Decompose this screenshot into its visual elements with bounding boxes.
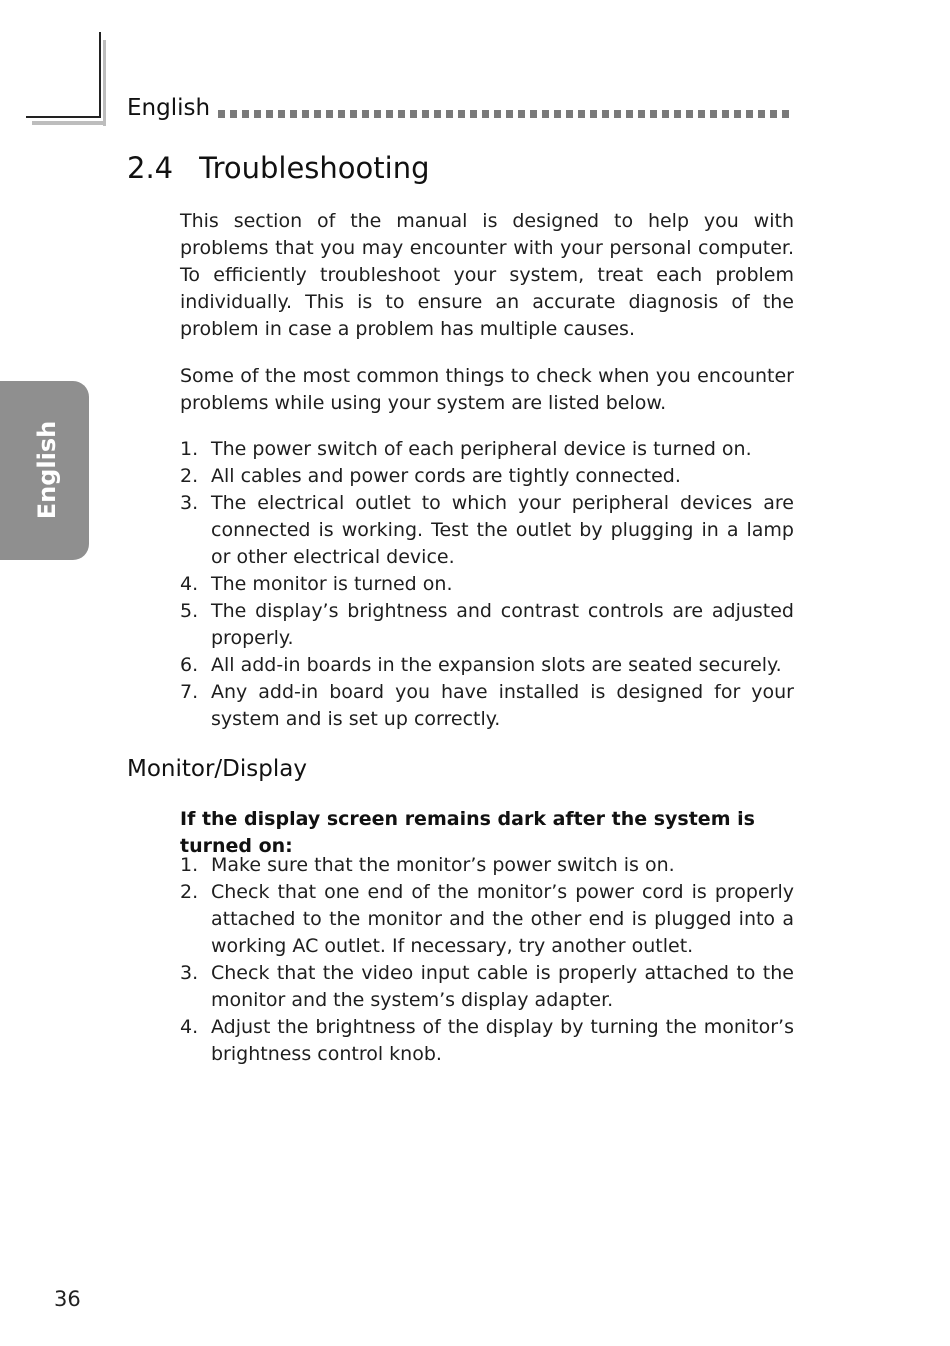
- list-item: 2. Check that one end of the monitor’s power cord is properly attached to the monitor and the other end is plugged into a working AC outlet. If necessary, try another outlet.: [180, 881, 794, 957]
- monitor-steps: [180, 852, 794, 1068]
- corner-mark-horizontal: [26, 116, 101, 118]
- checklist: [180, 436, 794, 733]
- list-item: 1. Make sure that the monitor’s power switch is on.: [180, 854, 675, 876]
- list-item: 3. The electrical outlet to which your peripheral devices are connected is working. Test the outlet by plugging in a lamp or other electrical device.: [180, 492, 794, 568]
- list-item: 6. All add-in boards in the expansion slots are seated securely.: [180, 654, 782, 676]
- list-item: 2. All cables and power cords are tightly connected.: [180, 465, 681, 487]
- list-item: 1. The power switch of each peripheral device is turned on.: [180, 438, 752, 460]
- corner-mark-shadow-horizontal: [32, 121, 106, 125]
- subsection-title-monitor: Monitor/Display: [127, 756, 307, 782]
- running-header-label: English: [127, 95, 211, 121]
- header-dotted-rule: [218, 110, 794, 118]
- list-item: 7. Any add-in board you have installed is designed for your system and is set up correctly.: [180, 681, 794, 730]
- intro-paragraph-1: This section of the manual is designed to help you with problems that you may encounter with your personal computer. To efficiently troubleshoot your system, treat each problem individually. This is to ensure an accurate diagnosis of the problem in case a problem has multiple causes.: [180, 210, 794, 340]
- language-side-tab-label: English: [33, 420, 61, 520]
- list-item: 3. Check that the video input cable is properly attached to the monitor and the system’s display adapter.: [180, 962, 794, 1011]
- corner-mark-vertical: [99, 32, 101, 118]
- corner-mark-shadow-vertical: [103, 40, 106, 126]
- section-number: 2.4: [127, 151, 174, 185]
- list-item: 5. The display’s brightness and contrast controls are adjusted properly.: [180, 600, 794, 649]
- section-title-text: Troubleshooting: [199, 151, 430, 185]
- page-number: 36: [54, 1287, 81, 1311]
- monitor-condition: If the display screen remains dark after the system is turned on:: [180, 808, 755, 857]
- list-item: 4. The monitor is turned on.: [180, 573, 453, 595]
- list-item: 4. Adjust the brightness of the display by turning the monitor’s brightness control knob.: [180, 1016, 794, 1065]
- section-title: [127, 150, 429, 186]
- intro-paragraph-2: Some of the most common things to check when you encounter problems while using your system are listed below.: [180, 365, 794, 414]
